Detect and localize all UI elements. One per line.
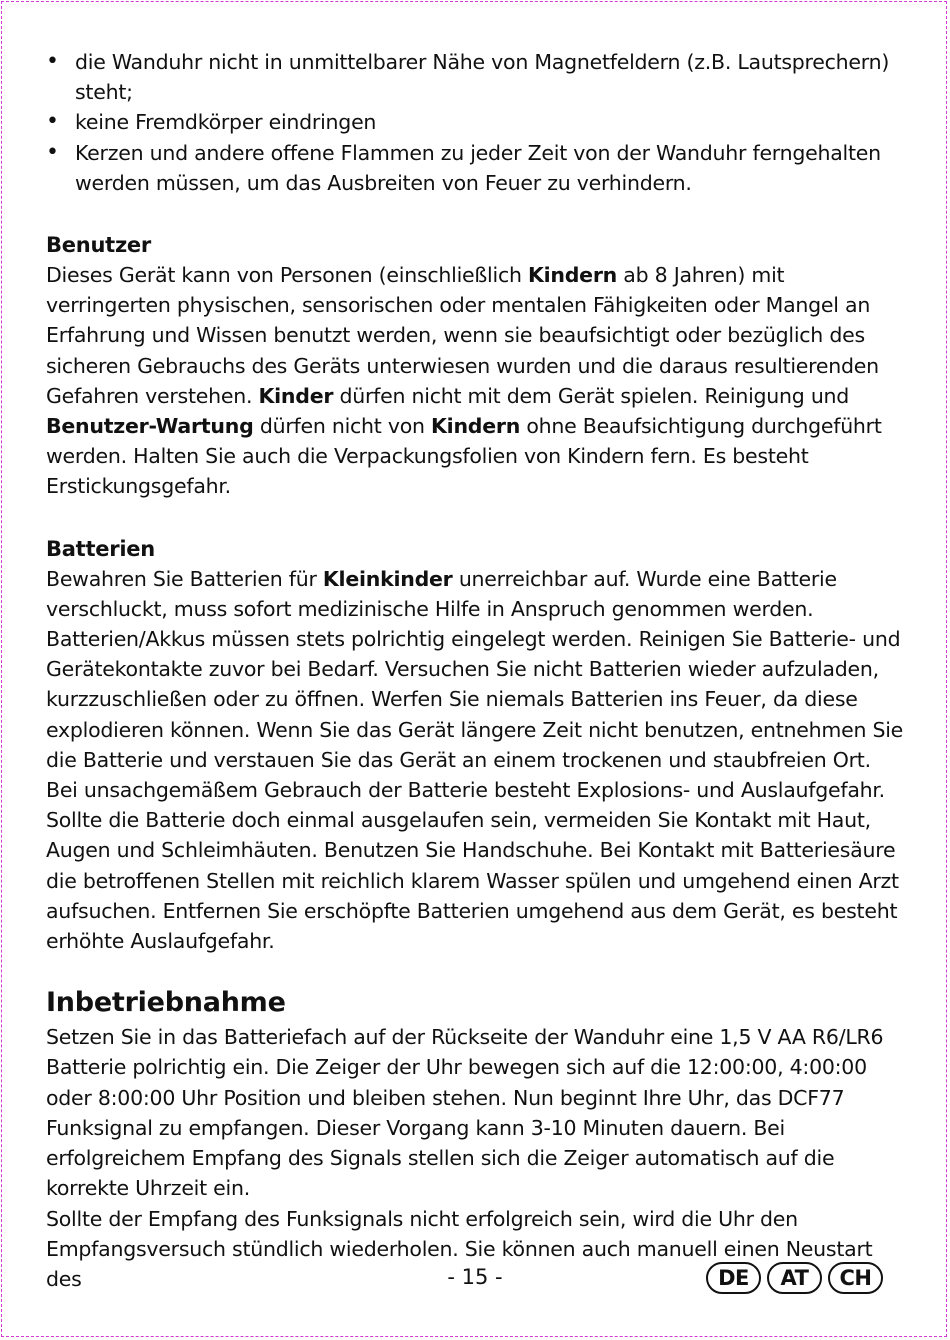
text-run: dürfen nicht mit dem Gerät spielen. Reinigung und [333, 383, 850, 408]
emphasis: Kindern [431, 414, 521, 439]
page-number: - 15 - [447, 1265, 503, 1289]
paragraph: Sollte der Empfang des Funksignals nicht erfolgreich sein, wird die Uhr den Empfangsversuch stündlich wiederholen. Sie können auch manuell einen Neustart des [46, 1206, 873, 1291]
text-run: Dieses Gerät kann von Personen (einschließlich [46, 263, 528, 288]
main-heading: Inbetriebnahme [46, 987, 286, 1019]
country-badges [706, 1262, 883, 1294]
paragraph: Sollte die Batterie doch einmal ausgelaufen sein, vermeiden Sie Kontakt mit Haut, Augen und Schleimhäuten. Benutzen Sie Handschuhe. Bei Kontakt mit Batteriesäure die betroffenen Stellen mit reichlich klarem Wasser spülen und umgehend einen Arzt aufsuchen. Entfernen Sie erschöpfte Batterien umgehend aus dem Gerät, es besteht erhöhte Auslaufgefahr. [46, 808, 899, 954]
section-batterien [46, 534, 908, 957]
text-run: Bewahren Sie Batterien für [46, 566, 323, 591]
paragraph: Setzen Sie in das Batteriefach auf der Rückseite der Wanduhr eine 1,5 V AA R6/LR6 Batterie polrichtig ein. Die Zeiger der Uhr bewegen sich auf die 12:00:00, 4:00:00 oder 8:00:00 Uhr Position und bleiben stehen. Nun beginnt Ihre Uhr, das DCF77 Funksignal zu empfangen. Dieser Vorgang kann 3-10 Minuten dauern. Bei erfolgreichem Empfang des Signals stellen sich die Zeiger automatisch auf die korrekte Uhrzeit ein. [46, 1025, 884, 1201]
text-run: dürfen nicht von [253, 414, 432, 439]
bullet-item: • die Wanduhr nicht in unmittelbarer Nähe von Magnetfeldern (z.B. Lautsprechern) steht; [46, 47, 908, 107]
section-heading: Benutzer [46, 233, 152, 258]
text-run: unerreichbar auf. Wurde eine Batterie verschluckt, muss sofort medizinische Hilfe in Anspruch genommen werden. [46, 566, 837, 621]
paragraph [46, 260, 908, 502]
text-run: ohne Beaufsichtigung durchgeführt werden. Halten Sie auch die Verpackungsfolien von Kindern fern. Es besteht Erstickungsgefahr. [46, 414, 882, 499]
paragraph [46, 564, 908, 624]
bullet-item: • Kerzen und andere offene Flammen zu jeder Zeit von der Wanduhr ferngehalten werden müssen, um das Ausbreiten von Feuer zu verhindern. [46, 138, 908, 198]
section-heading: Batterien [46, 536, 155, 561]
emphasis: Kleinkinder [322, 566, 453, 591]
emphasis: Benutzer-Wartung [46, 414, 254, 439]
country-badge-ch: CH [828, 1262, 883, 1294]
country-badge-at: AT [767, 1262, 822, 1294]
text-run: ab 8 Jahren) mit verringerten physischen, sensorischen oder mentalen Fähigkeiten oder Mangel an Erfahrung und Wissen benutzt werden, wenn sie beaufsichtigt oder bezüglich des sicheren Gebrauchs des Geräts unterwiesen wurden und die daraus resultierenden Gefahren verstehen. [46, 263, 879, 408]
bullet-item: • keine Fremdkörper eindringen [46, 107, 908, 137]
country-badge-de: DE [706, 1262, 761, 1294]
bullet-list [46, 47, 908, 198]
paragraph: Batterien/Akkus müssen stets polrichtig eingelegt werden. Reinigen Sie Batterie- und Gerätekontakte zuvor bei Bedarf. Versuchen Sie nicht Batterien wieder aufzuladen, kurzzuschließen oder zu öffnen. Werfen Sie niemals Batterien ins Feuer, da diese explodieren können. Wenn Sie das Gerät längere Zeit nicht benutzen, entnehmen Sie die Batterie und verstauen Sie das Gerät an einem trockenen und staubfreien Ort. Bei unsachgemäßem Gebrauch der Batterie besteht Explosions- und Auslaufgefahr. [46, 627, 904, 803]
emphasis: Kinder [258, 383, 334, 408]
section-benutzer [46, 230, 908, 502]
emphasis: Kindern [527, 263, 618, 288]
page-content [46, 47, 908, 1294]
section-inbetriebnahme [46, 984, 908, 1294]
